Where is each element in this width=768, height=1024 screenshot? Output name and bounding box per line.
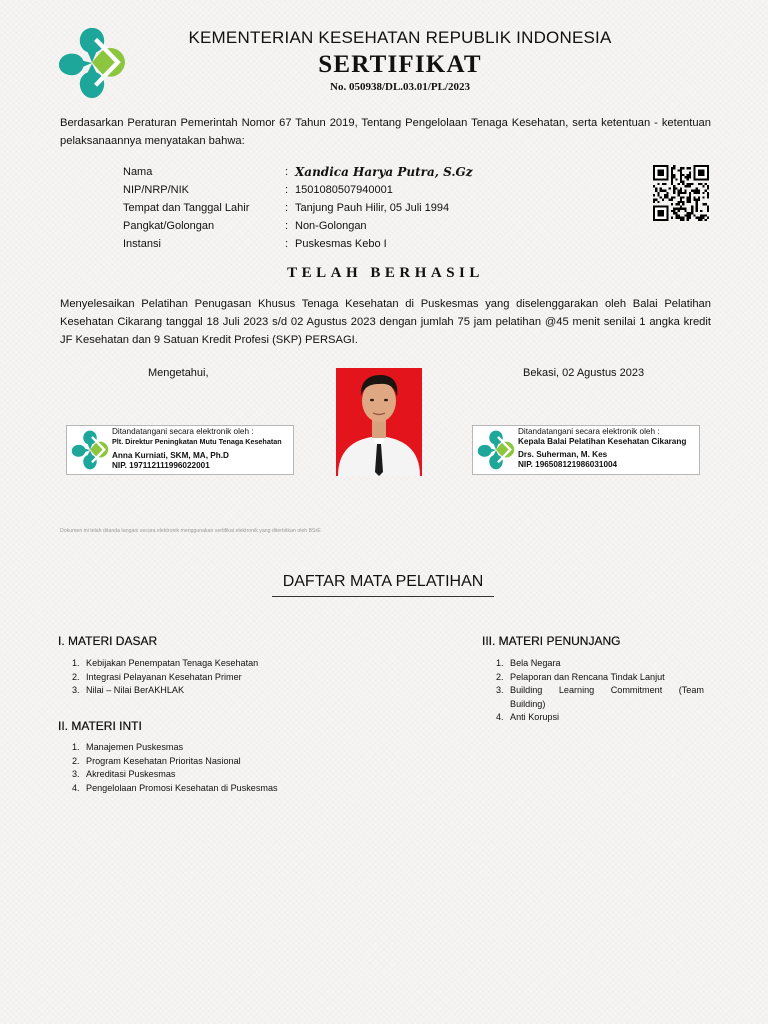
- certificate-number: No. 050938/DL.03.01/PL/2023: [330, 81, 470, 93]
- signer-name: Drs. Suherman, M. Kes: [518, 450, 608, 459]
- signed-by-label: Ditandatangani secara elektronik oleh :: [518, 427, 660, 436]
- kemenkes-logo-icon: [70, 429, 110, 471]
- certificate-title: SERTIFIKAT: [318, 51, 482, 78]
- row-name: [123, 163, 473, 181]
- list-item: 3. Akreditasi Puskesmas: [72, 769, 176, 780]
- section-heading-supporting: III. MATERI PENUNJANG: [482, 634, 621, 648]
- recipient-rank: Non-Golongan: [295, 220, 367, 232]
- ministry-name: KEMENTERIAN KESEHATAN REPUBLIK INDONESIA: [188, 28, 612, 47]
- separator: :: [285, 220, 289, 232]
- list-item: 1. Kebijakan Penempatan Tenaga Kesehatan: [72, 658, 259, 668]
- recipient-identity-table: [123, 163, 473, 253]
- section-list-core: [72, 741, 302, 795]
- acknowledge-label: Mengetahui,: [148, 367, 209, 379]
- signer-nip: NIP. 197112111996022001: [112, 461, 210, 470]
- recipient-nip: 1501080507940001: [295, 184, 393, 196]
- list-item: 1. Manajemen Puskesmas: [72, 742, 184, 752]
- signed-by-label: Ditandatangani secara elektronik oleh :: [112, 427, 254, 436]
- separator: :: [285, 184, 289, 196]
- row-institution: [123, 235, 473, 253]
- label-nip: NIP/NRP/NIK: [123, 184, 190, 196]
- separator: :: [285, 166, 289, 178]
- label-birth: Tempat dan Tanggal Lahir: [123, 202, 250, 214]
- signer-role: Plt. Direktur Peningkatan Mutu Tenaga Kesehatan: [112, 437, 282, 446]
- section-list-basic: [72, 657, 302, 698]
- signer-role: Kepala Balai Pelatihan Kesehatan Cikarang: [518, 437, 687, 446]
- row-nip: [123, 181, 473, 199]
- section-heading-basic: I. MATERI DASAR: [58, 634, 158, 648]
- list-item: 1. Bela Negara: [496, 658, 561, 668]
- list-item: 4. Pengelolaan Promosi Kesehatan di Puskesmas: [72, 782, 278, 793]
- list-item: 3. Nilai – Nilai BerAKHLAK: [72, 685, 185, 696]
- recipient-photo: [336, 368, 422, 476]
- kemenkes-logo-icon: [56, 25, 128, 101]
- place-date: Bekasi, 02 Agustus 2023: [523, 367, 645, 379]
- row-birth: [123, 199, 473, 217]
- label-institution: Instansi: [123, 238, 161, 250]
- separator: :: [285, 202, 289, 214]
- recipient-institution: Puskesmas Kebo I: [295, 238, 387, 250]
- completion-paragraph: Menyelesaikan Pelatihan Penugasan Khusus Tenaga Kesehatan di Puskesmas yang diselenggarakan oleh Balai Pelatihan Kesehatan Cikarang tanggal 18 Juli 2023 s/d 02 Agustus 2023 dengan jumlah 75 jam pelatihan @45 menit senilai 1 angka kredit JF Kesehatan dan 9 Satuan Kredit Profesi (SKP) PERSAGI.: [60, 298, 711, 346]
- e-signature-right: [472, 425, 700, 475]
- list-item: 4. Anti Korupsi: [496, 712, 560, 723]
- list-item: 2. Pelaporan dan Rencana Tindak Lanjut: [496, 671, 665, 682]
- intro-paragraph: Berdasarkan Peraturan Pemerintah Nomor 67 Tahun 2019, Tentang Pengelolaan Tenaga Kesehatan, serta ketentuan - ketentuan pelaksanaannya menyatakan bahwa:: [60, 117, 711, 147]
- section-list-supporting: [496, 657, 704, 725]
- separator: :: [285, 238, 289, 250]
- section-heading-core: II. MATERI INTI: [58, 719, 142, 733]
- label-rank: Pangkat/Golongan: [123, 220, 215, 232]
- bsre-fine-print: Dokumen ini telah ditanda tangani secara elektronik menggunakan sertifikat elektronik yang diterbitkan oleh BSrE: [60, 528, 321, 534]
- success-heading: TELAH BERHASIL: [287, 265, 484, 281]
- signer-nip: NIP. 196508121986031004: [518, 460, 618, 469]
- signer-name: Anna Kurniati, SKM, MA, Ph.D: [112, 451, 229, 460]
- row-rank: [123, 217, 473, 235]
- list-item: 3. Building Learning Commitment (Team Building): [496, 685, 704, 709]
- list-item: 2. Program Kesehatan Prioritas Nasional: [72, 755, 241, 766]
- training-list-title: DAFTAR MATA PELATIHAN: [272, 573, 494, 597]
- recipient-birth: Tanjung Pauh Hilir, 05 Juli 1994: [295, 202, 450, 214]
- list-item: 2. Integrasi Pelayanan Kesehatan Primer: [72, 671, 242, 682]
- label-name: Nama: [123, 166, 153, 178]
- recipient-name: Xandica Harya Putra, S.Gz: [295, 165, 473, 179]
- qr-code-icon[interactable]: [653, 165, 709, 221]
- e-signature-left: [66, 425, 294, 475]
- kemenkes-logo-icon: [476, 429, 516, 471]
